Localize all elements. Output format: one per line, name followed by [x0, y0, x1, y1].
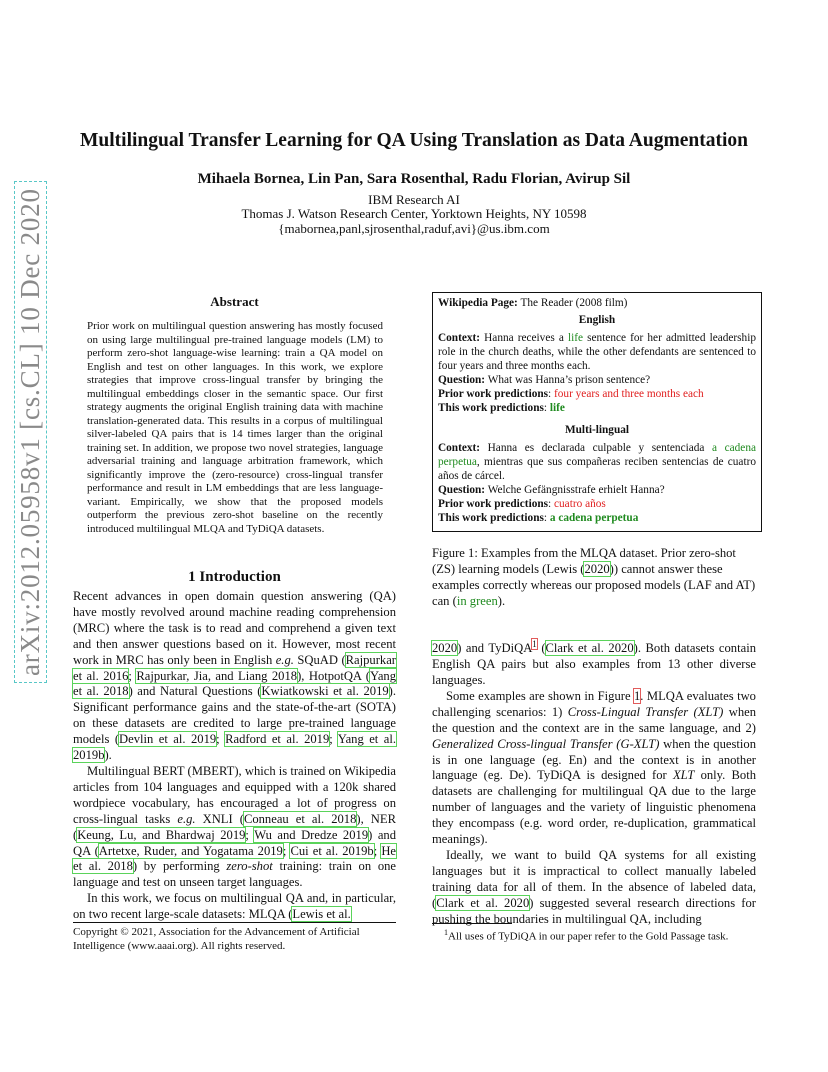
abstract-body [87, 320, 383, 536]
citation-link[interactable]: 2020 [432, 641, 458, 656]
section-heading-introduction: 1 Introduction [188, 569, 281, 585]
footnote-mark: 1 [444, 928, 448, 937]
intro-paragraph-1: Recent advances in open domain question answering (QA) have mostly revolved around machine reading comprehension (MRC) where the task is to read and comprehend a given text and then answer questions based on it. However, most recent work in MRC has only been in English e.g. SQuAD (Rajpurkar et al. 2016; Rajpurkar, Jia, and Liang 2018), HotpotQA (Yang et al. 2018) and Natural Questions (Kwiatkowski et al. 2019). Significant performance gains and the state-of-the-art (SOTA) on these datasets are credited to large pre-trained language models (Devlin et al. 2019; Radford et al. 2019; Yang et al. 2019b). [73, 589, 397, 763]
multilingual-context: Context: Hanna es declarada culpable y sentenciada a cadena perpetua, mientras que sus compañeras reciben sentencias de cuatro años de cárcel. [438, 442, 756, 482]
paper-title: Multilingual Transfer Learning for QA Using Translation as Data Augmentation [80, 130, 748, 151]
footnote-rule [432, 923, 512, 924]
citation-link[interactable]: Clark et al. 2020 [436, 895, 530, 910]
multilingual-prior-predictions: Prior work predictions: cuatro años [438, 498, 606, 510]
citation-link[interactable]: Wu and Dredze 2019 [254, 827, 369, 842]
introduction-body [73, 589, 396, 923]
footnote-1 [432, 926, 756, 944]
citation-link[interactable]: Yang et al. 2018 [73, 668, 397, 699]
author-emails: {mabornea,panl,sjrosenthal,raduf,avi}@us.ibm.com [278, 221, 550, 236]
citation-link[interactable]: 2020 [584, 561, 610, 576]
copyright-rule [73, 922, 396, 923]
multilingual-this-predictions: This work predictions: a cadena perpetua [438, 512, 639, 524]
footnote-text: All uses of TyDiQA in our paper refer to the Gold Passage task. [448, 930, 729, 943]
right-column-body [432, 637, 756, 928]
multilingual-question: Question: Welche Gefängnisstrafe erhielt Hanna? [438, 484, 665, 496]
right-paragraph-2: Some examples are shown in Figure 1. MLQA evaluates two challenging scenarios: 1) Cross-Lingual Transfer (XLT) when the question and the context are in the same language, and 2) Generalized Cross-lingual Transfer (G-XLT) when the question is in one language (eg. En) and the context is in another language (eg. De). TyDiQA is designed for XLT only. Both datasets are challenging for multilingual QA due to the large number of languages and the variety of linguistic phenomena they encompass (e.g. word order, re-duplication, grammatical meanings). [432, 688, 757, 847]
citation-link[interactable]: He et al. 2018 [73, 843, 396, 874]
citation-link[interactable]: Radford et al. 2019 [225, 732, 330, 747]
right-paragraph-3: Ideally, we want to build QA systems for all existing languages but it is impractical to collect manually labeled training data for all of them. In the absence of labeled data, (Clark et al. 2020) suggested several research directions for pushing the boundaries in multilingual QA, including [432, 847, 756, 926]
citation-link[interactable]: Rajpurkar et al. 2016 [73, 652, 396, 683]
citation-link[interactable]: Cui et al. 2019b [290, 843, 374, 858]
affiliation-org: IBM Research AI [368, 192, 460, 207]
english-heading: English [578, 314, 616, 326]
multilingual-heading: Multi-lingual [564, 424, 630, 436]
affiliation-address: Thomas J. Watson Research Center, Yorktown Heights, NY 10598 [241, 206, 587, 221]
author-list: Mihaela Bornea, Lin Pan, Sara Rosenthal, Radu Florian, Avirup Sil [197, 171, 631, 187]
figure-ref-link[interactable]: 1 [634, 688, 641, 703]
intro-paragraph-2: Multilingual BERT (MBERT), which is trained on Wikipedia articles from 104 languages and equipped with a 120k shared wordpiece vocabulary, has encouraged a lot of progress on cross-lingual tasks e.g. XNLI (Conneau et al. 2018), NER (Keung, Lu, and Bhardwaj 2019; Wu and Dredze 2019) and QA (Artetxe, Ruder, and Yogatama 2019; Cui et al. 2019b; He et al. 2018) by performing zero-shot training: train on one language and test on unseen target languages. [73, 763, 397, 890]
citation-link[interactable]: Clark et al. 2020 [545, 641, 634, 656]
citation-link[interactable]: Kwiatkowski et al. 2019 [261, 684, 389, 699]
abstract-text: Prior work on multilingual question answering has mostly focused on using large multilingual pre-trained language models (LM) to perform zero-shot language-wise learning: train a QA model on English and test on other languages. In this work, we explore strategies that improve cross-lingual transfer by bringing the multilingual embeddings closer in the semantic space. Our first strategy augments the original English training data with machine translation-generated data. This results in a corpus of multilingual silver-labeled QA pairs that is 14 times larger than the original training set. In addition, we propose two novel strategies, language adversarial training and language arbitration framework, which significantly improve the (zero-resource) cross-lingual transfer performance and result in LM embeddings that are less language-variant. Empirically, we show that the proposed models outperform the previous zero-shot baseline on the recently introduced multilingual MLQA and TyDiQA datasets. [87, 320, 383, 535]
intro-paragraph-3: In this work, we focus on multilingual QA and, in particular, on two recent large-scale datasets: MLQA (Lewis et al. [73, 891, 396, 922]
citation-link[interactable]: Rajpurkar, Jia, and Liang 2018 [136, 668, 298, 683]
footnote-ref-link[interactable]: 1 [532, 639, 537, 649]
right-paragraph-1: 2020) and TyDiQA$^1$ (Clark et al. 2020). Both datasets contain English QA pairs but also examples from 13 other diverse languages. [432, 639, 756, 687]
citation-link[interactable]: Yang et al. 2019b [73, 732, 396, 763]
english-context: Context: Hanna receives a life sentence for her admitted leadership role in the church deaths, while the other defendants are sentenced to four years and three months each. [438, 332, 756, 372]
citation-link[interactable]: Keung, Lu, and Bhardwaj 2019 [77, 827, 246, 842]
arxiv-stamp: arXiv:2012.05958v1 [cs.CL] 10 Dec 2020 [14, 181, 47, 683]
english-question: Question: What was Hanna’s prison sentence? [438, 374, 651, 386]
citation-link[interactable]: Artetxe, Ruder, and Yogatama 2019 [98, 843, 283, 858]
english-prior-predictions: Prior work predictions: four years and three months each [438, 388, 704, 400]
citation-link[interactable]: Lewis et al. [292, 907, 351, 922]
wikipedia-page-line: Wikipedia Page: The Reader (2008 film) [438, 297, 628, 309]
citation-link[interactable]: Conneau et al. 2018 [243, 811, 357, 826]
copyright-notice: Copyright © 2021, Association for the Advancement of Artificial Intelligence (www.aaai.org). All rights reserved. [73, 926, 360, 952]
citation-link[interactable]: Devlin et al. 2019 [119, 732, 217, 747]
figure-1-box [432, 292, 762, 532]
figure-1-caption: Figure 1: Examples from the MLQA dataset. Prior zero-shot (ZS) learning models (Lewis (2020)) cannot answer these examples correctly whereas our proposed models (LAF and AT) can (in green). [432, 546, 756, 608]
english-this-predictions: This work predictions: life [438, 402, 565, 414]
abstract-heading: Abstract [210, 294, 259, 309]
